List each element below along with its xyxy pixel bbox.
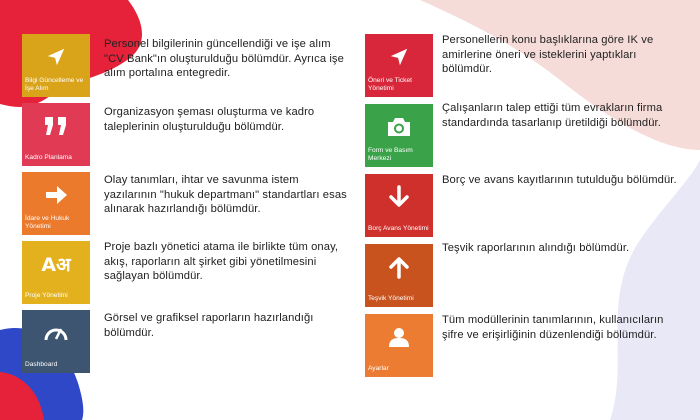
description-form-basim: Çalışanların talep ettiği tüm evrakların firma standardında tasarlanıp üretildiği bölümdür. [442, 102, 663, 129]
tile-label: Form ve Basım Merkezi [368, 147, 413, 163]
tile-tesvik[interactable] [365, 244, 433, 307]
navigation-arrow-icon [384, 42, 414, 72]
navigation-arrow-icon [41, 42, 71, 72]
tile-label: Borç Avans Yönetimi [368, 225, 429, 233]
tile-kadro-planlama[interactable] [22, 103, 90, 166]
arrow-down-icon [384, 182, 414, 212]
description-dashboard: Görsel ve grafiksel raporların hazırlandığı bölümdür. [104, 312, 314, 339]
tile-borc-avans[interactable] [365, 174, 433, 237]
tile-dashboard[interactable] [22, 310, 90, 373]
tile-idare-hukuk[interactable] [22, 172, 90, 235]
translate-icon: Aअ [41, 254, 71, 276]
description-kadro-planlama: Organizasyon şeması oluşturma ve kadro taleplerinin oluşturulduğu bölümdür. [104, 106, 315, 133]
tile-ayarlar[interactable] [365, 314, 433, 377]
gauge-icon [41, 318, 71, 348]
tile-oneri-ticket[interactable] [365, 34, 433, 97]
quote-icon [41, 111, 71, 141]
description-borc-avans: Borç ve avans kayıtlarının tutulduğu bölümdür. [442, 174, 677, 186]
camera-icon [384, 112, 414, 142]
tile-label: Ayarlar [368, 365, 389, 373]
tile-label: Öneri ve Ticket Yönetimi [368, 77, 412, 93]
right-lilac-blob [610, 160, 700, 420]
user-icon [384, 322, 414, 352]
tile-proje-yonetimi[interactable] [22, 241, 90, 304]
tile-label: İdare ve Hukuk Yönetimi [25, 215, 70, 231]
description-idare-hukuk: Olay tanımları, ihtar ve savunma istem yazılarının "hukuk departmanı" standartları esas alınarak hazırlandığı bölümdür. [104, 174, 347, 216]
tile-label: Dashboard [25, 361, 58, 369]
tile-label: Teşvik Yönetimi [368, 295, 414, 303]
tile-label: Proje Yönetimi [25, 292, 68, 300]
tile-label: Bilgi Güncelleme ve İşe Alım [25, 77, 84, 93]
arrow-right-icon [41, 180, 71, 210]
description-ayarlar: Tüm modüllerinin tanımlarının, kullanıcıların şifre ve erişirliğinin düzenlendiği bölümdür. [442, 314, 664, 341]
arrow-up-icon [384, 252, 414, 282]
description-proje-yonetimi: Proje bazlı yönetici atama ile birlikte tüm onay, akış, raporların alt şirket gibi yönetilmesini sağlayan bölümdür. [104, 241, 339, 283]
tile-form-basim[interactable] [365, 104, 433, 167]
description-bilgi-guncelleme: Personel bilgilerinin güncellendiği ve işe alım "CV Bank"ın oluşturulduğu bölümdür. Ayrıca işe alım portalına entegredir. [104, 38, 344, 80]
tile-bilgi-guncelleme[interactable] [22, 34, 90, 97]
tile-label: Kadro Planlama [25, 154, 72, 162]
description-tesvik: Teşvik raporlarının alındığı bölümdür. [442, 242, 630, 254]
description-oneri-ticket: Personellerin konu başlıklarına göre IK ve amirlerine öneri ve isteklerini yaptıkları bölümdür. [442, 34, 654, 76]
